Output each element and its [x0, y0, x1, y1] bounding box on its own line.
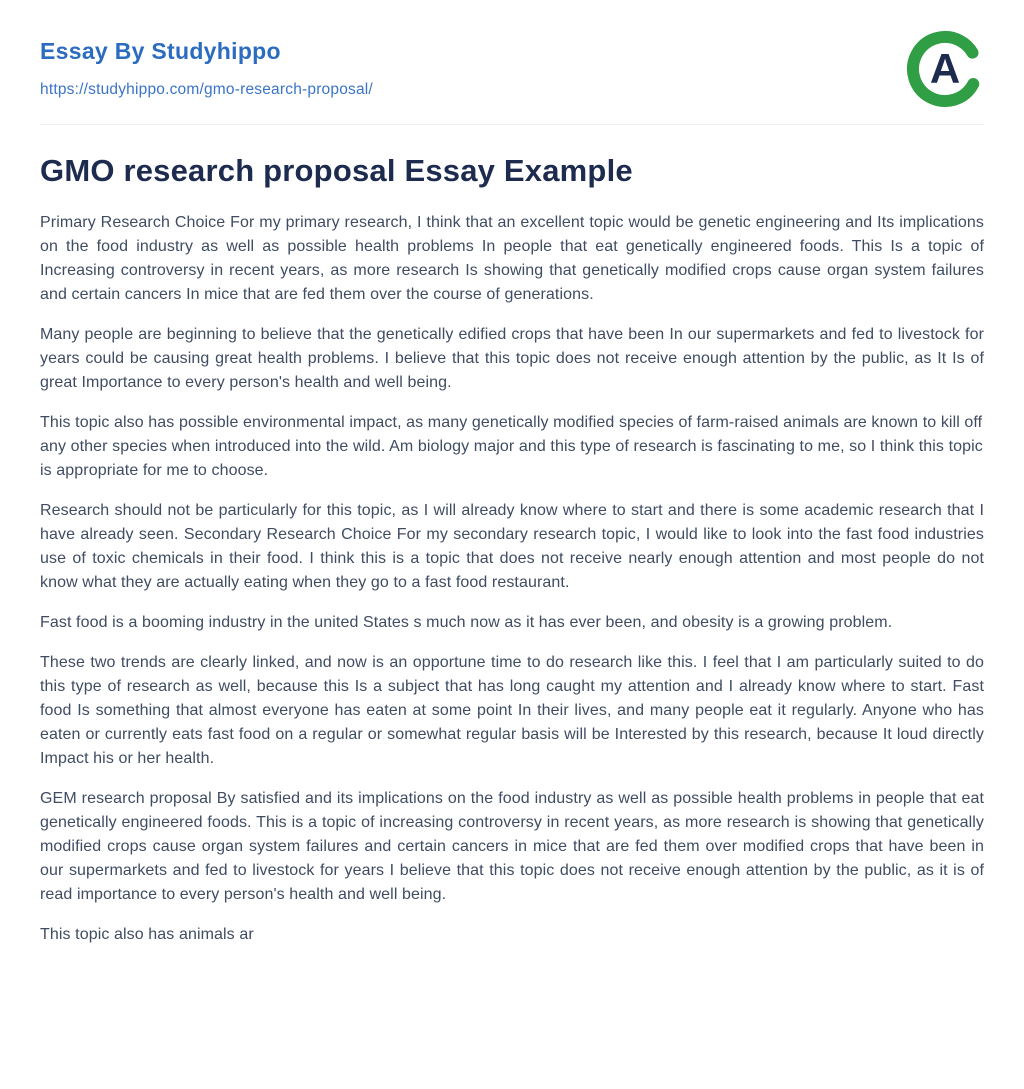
paragraph: These two trends are clearly linked, and now is an opportune time to do research like this. I feel that I am particularly suited to do this type of research as well, because this Is a subject that has long caught my attention and I already know where to start. Fast food Is something that almost everyone has eaten at some point In their lives, and many people eat it regularly. Anyone who has eaten or currently eats fast food on a regular or somewhat regular basis will be Interested by this research, because It loud directly Impact his or her health. — [40, 654, 984, 767]
header-text — [40, 30, 373, 99]
logo-ring-icon — [906, 30, 984, 108]
paragraph: Many people are beginning to believe that the genetically edified crops that have been In our supermarkets and fed to livestock for years could be causing great health problems. I believe that this topic does not receive enough attention by the public, as It Is of great Importance to every person's health and well being. — [40, 326, 984, 391]
paragraph: This topic also has animals ar — [40, 926, 254, 943]
paragraph: GEM research proposal By satisfied and its implications on the food industry as well as possible health problems in people that eat genetically engineered foods. This is a topic of increasing controversy in recent years, as more research is showing that genetically modified crops cause organ system failures and certain cancers in mice that are fed them over modified crops that have been in our supermarkets and fed to livestock for years I believe that this topic does not receive enough attention by the public, as it is of read importance to every person's health and well being. — [40, 790, 984, 903]
studyhippo-logo — [906, 30, 984, 108]
paragraph: This topic also has possible environmental impact, as many genetically modified species of farm-raised animals are known to kill off any other species when introduced into the wild. Am biology major and this type of research is fascinating to me, so I think this topic is appropriate for me to choose. — [40, 414, 983, 479]
page-header — [40, 0, 984, 125]
site-title-link[interactable]: Essay By Studyhippo — [40, 38, 281, 64]
paragraph: Research should not be particularly for this topic, as I will already know where to start and there is some academic research that I have already seen. Secondary Research Choice For my secondary research topic, I would like to look into the fast food industries use of toxic chemicals in their food. I think this is a topic that does not receive nearly enough attention and most people do not know what they are actually eating when they go to a fast food restaurant. — [40, 502, 984, 591]
article-body — [40, 211, 984, 947]
article-title: GMO research proposal Essay Example — [40, 153, 633, 188]
paragraph: Fast food is a booming industry in the united States s much now as it has ever been, and obesity is a growing problem. — [40, 614, 893, 631]
logo-letter: A — [929, 45, 961, 92]
paragraph: Primary Research Choice For my primary research, I think that an excellent topic would be genetic engineering and Its implications on the food industry as well as possible health problems In people that eat genetically engineered foods. This Is a topic of Increasing controversy in recent years, as more research Is showing that genetically modified crops cause organ system failures and certain cancers In mice that are fed them over the course of generations. — [40, 214, 984, 303]
source-url-link[interactable]: https://studyhippo.com/gmo-research-proposal/ — [40, 81, 373, 98]
